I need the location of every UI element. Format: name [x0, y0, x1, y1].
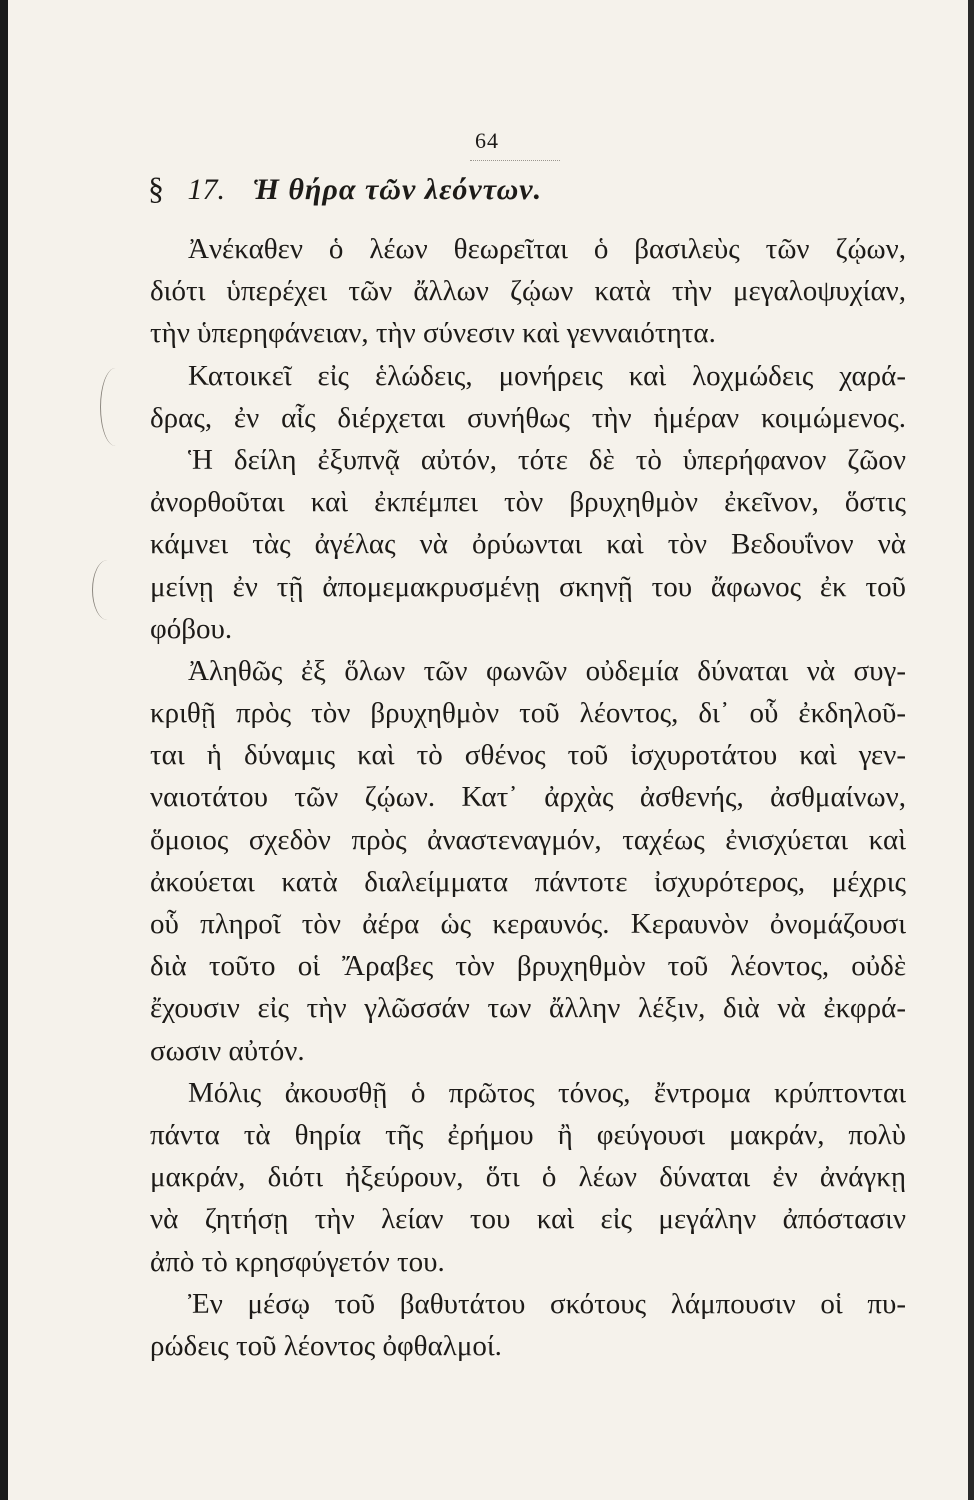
section-title: Ἡ θήρα τῶν λεόντων.	[252, 173, 543, 206]
text-line: ναιοτάτου τῶν ζῴων. Κατ᾽ ἀρχὰς ἀσθενής, ἀσθμαίνων,	[150, 781, 906, 814]
scan-edge-left	[0, 0, 8, 1500]
text-line: Ἡ δείλη ἐξυπνᾷ αὐτόν, τότε δὲ τὸ ὑπερήφανον ζῶον	[188, 443, 906, 476]
text-line: τὴν ὑπερηφάνειαν, τὴν σύνεσιν καὶ γενναιότητα.	[150, 317, 716, 350]
text-line: Κατοικεῖ εἰς ἑλώδεις, μονήρεις καὶ λοχμώδεις χαρά-	[188, 359, 906, 392]
text-line: διὰ τοῦτο οἱ Ἄραβες τὸν βρυχηθμὸν τοῦ λέοντος, οὐδὲ	[150, 950, 906, 983]
page-number: 64	[475, 128, 499, 153]
margin-pencil-mark	[100, 368, 131, 446]
text-line: μείνῃ ἐν τῇ ἀπομεμακρυσμένῃ σκηνῇ του ἄφωνος ἐκ τοῦ	[150, 570, 906, 603]
section-sign: §	[148, 170, 164, 206]
text-line: κάμνει τὰς ἀγέλας νὰ ὀρύωνται καὶ τὸν Βεδουΐνον νὰ	[150, 528, 906, 561]
text-line: Μόλις ἀκουσθῇ ὁ πρῶτος τόνος, ἔντρομα κρύπτονται	[188, 1076, 906, 1109]
text-line: σωσιν αὐτόν.	[150, 1034, 305, 1067]
body-text	[150, 228, 906, 1367]
text-line: ἀκούεται κατὰ διαλείμματα πάντοτε ἰσχυρότερος, μέχρις	[150, 865, 906, 898]
text-line: ται ἡ δύναμις καὶ τὸ σθένος τοῦ ἰσχυροτάτου καὶ γεν-	[150, 739, 906, 772]
page-number-rule	[470, 160, 560, 161]
text-line: πάντα τὰ θηρία τῆς ἐρήμου ἢ φεύγουσι μακράν, πολὺ	[150, 1118, 906, 1151]
section-number: 17.	[187, 173, 226, 206]
text-line: Ἐν μέσῳ τοῦ βαθυτάτου σκότους λάμπουσιν οἱ πυ-	[188, 1287, 906, 1320]
text-line: νὰ ζητήσῃ τὴν λείαν του καὶ εἰς μεγάλην ἀπόστασιν	[150, 1203, 906, 1236]
text-line: ἔχουσιν εἰς τὴν γλῶσσάν των ἄλλην λέξιν, διὰ νὰ ἐκφρά-	[150, 992, 906, 1025]
text-line: κριθῇ πρὸς τὸν βρυχηθμὸν τοῦ λέοντος, δι᾽ οὗ ἐκδηλοῦ-	[150, 697, 906, 730]
text-line: ὅμοιος σχεδὸν πρὸς ἀναστεναγμόν, ταχέως ἐνισχύεται καὶ	[150, 823, 906, 856]
section-heading	[148, 170, 542, 207]
scan-edge-right	[968, 0, 974, 1500]
text-line: μακράν, διότι ἠξεύρουν, ὅτι ὁ λέων δύναται ἐν ἀνάγκῃ	[150, 1161, 906, 1194]
text-line: ρώδεις τοῦ λέοντος ὀφθαλμοί.	[150, 1329, 502, 1362]
text-line: ἀνορθοῦται καὶ ἐκπέμπει τὸν βρυχηθμὸν ἐκεῖνον, ὅστις	[150, 486, 906, 519]
text-line: φόβου.	[150, 612, 233, 645]
text-line: διότι ὑπερέχει τῶν ἄλλων ζῴων κατὰ τὴν μεγαλοψυχίαν,	[150, 275, 906, 308]
margin-pencil-mark	[92, 560, 123, 620]
text-line: ἀπὸ τὸ κρησφύγετόν του.	[150, 1245, 445, 1278]
text-line: Ἀνέκαθεν ὁ λέων θεωρεῖται ὁ βασιλεὺς τῶν ζῴων,	[188, 233, 906, 265]
text-line: οὗ πληροῖ τὸν ἀέρα ὡς κεραυνός. Κεραυνὸν ὀνομάζουσι	[150, 908, 906, 940]
text-line: Ἀληθῶς ἐξ ὅλων τῶν φωνῶν οὐδεμία δύναται νὰ συγ-	[188, 654, 906, 687]
text-line: δρας, ἐν αἷς διέρχεται συνήθως τὴν ἡμέραν κοιμώμενος.	[150, 401, 906, 434]
